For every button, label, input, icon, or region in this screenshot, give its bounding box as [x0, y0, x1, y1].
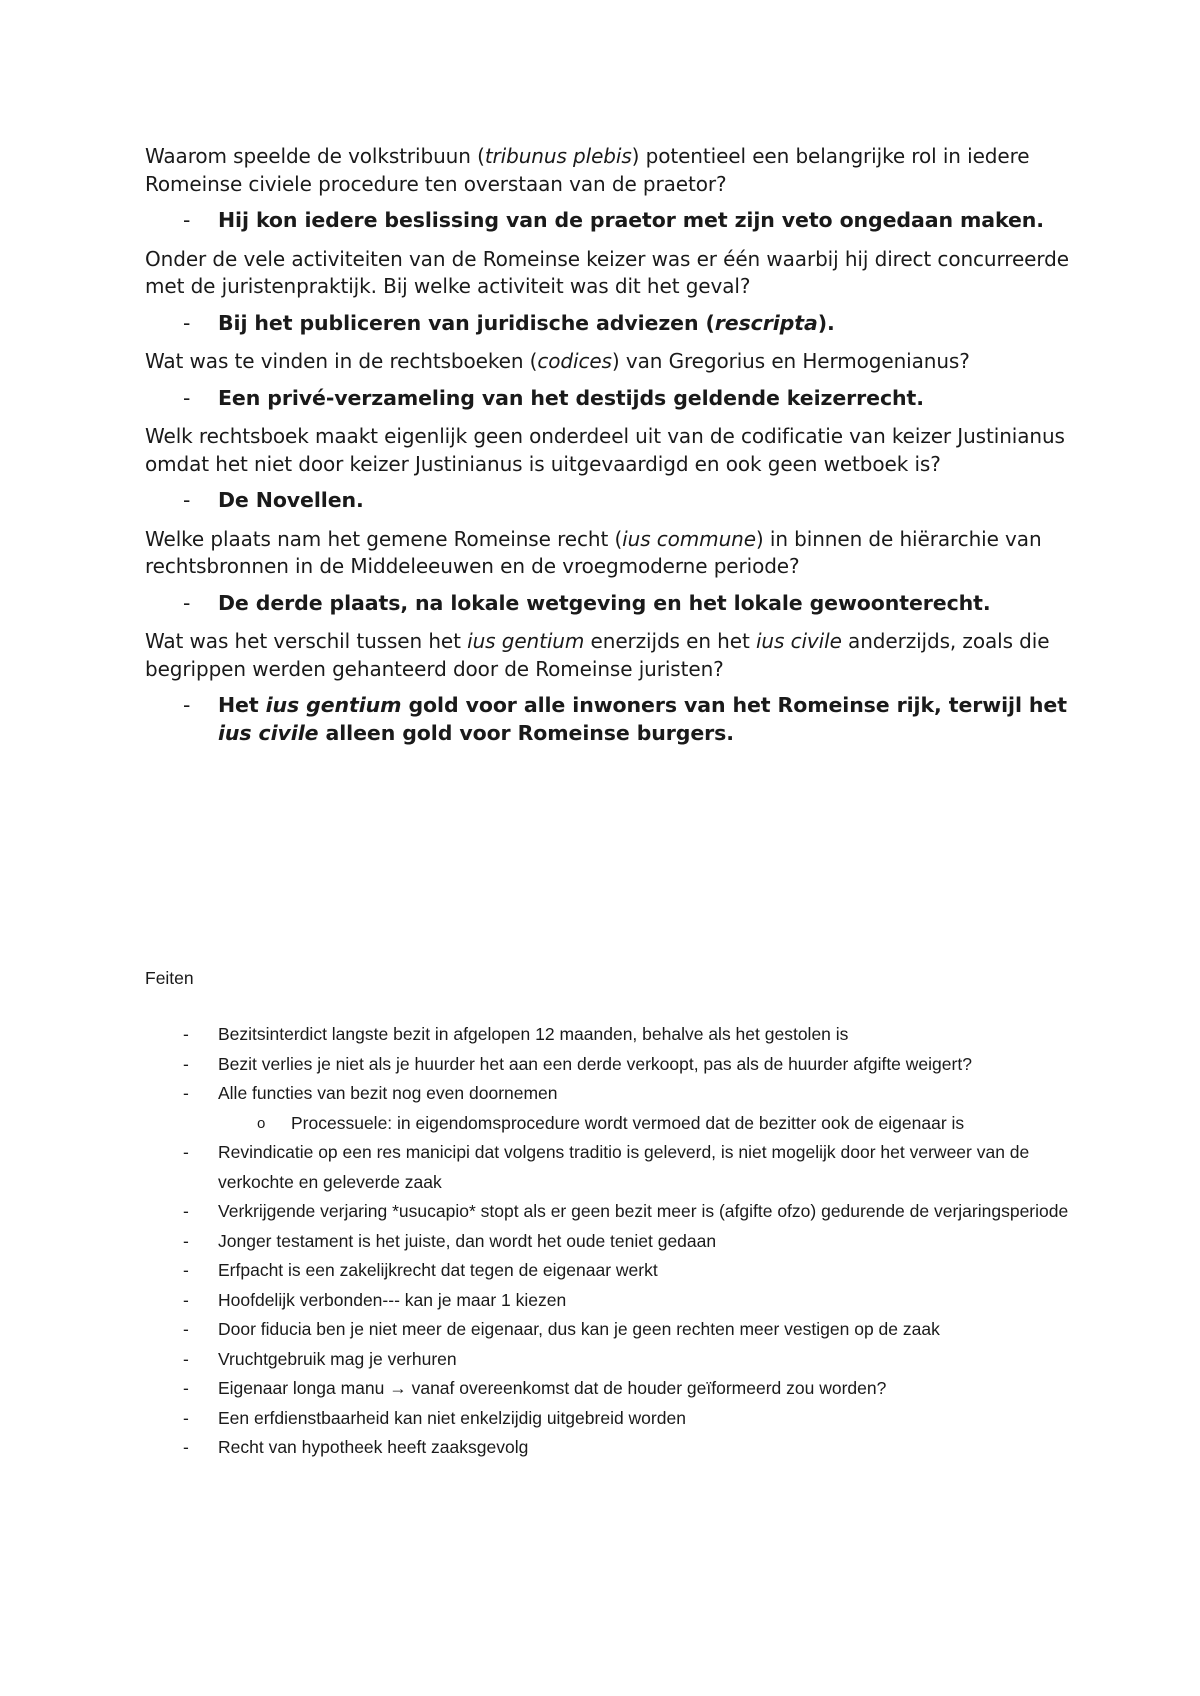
fact-text: Verkrijgende verjaring *usucapio* stopt als er geen bezit meer is (afgifte ofzo) gedurende de verjaringsperiode [218, 1201, 1069, 1221]
fact-item [145, 1433, 1095, 1463]
italic-term: ius civile [755, 629, 842, 653]
fact-item [145, 1256, 1095, 1286]
italic-term: ius civile [218, 720, 319, 745]
text-run: Welk rechtsboek maakt eigenlijk geen onderdeel uit van de codificatie van keizer Justinianus omdat het niet door keizer Justinianus is uitgevaardigd en ook geen wetboek is? [145, 424, 1065, 476]
dash-bullet: - [183, 590, 191, 615]
fact-text: Bezit verlies je niet als je huurder het aan een derde verkoopt, pas als de huurder afgifte weigert? [218, 1053, 972, 1074]
dash-bullet: - [183, 1260, 189, 1280]
question [145, 526, 1075, 581]
dash-bullet: - [183, 1142, 189, 1162]
dash-bullet: - [183, 693, 191, 717]
fact-item [145, 1374, 1095, 1404]
italic-term: rescripta [714, 310, 818, 335]
text-run: Bij het publiceren van juridische adviezen ( [218, 310, 715, 335]
fact-text: Revindicatie op een res manicipi dat volgens traditio is geleverd, is niet mogelijk door het verweer van de verkochte en geleverde zaak [218, 1142, 1030, 1192]
text-run: Wat was te vinden in de rechtsboeken ( [145, 349, 538, 373]
text-run: ) van Gregorius en Hermogenianus? [611, 349, 970, 373]
text-run: alleen gold voor Romeinse burgers. [318, 720, 734, 745]
fact-text: Bezitsinterdict langste bezit in afgelopen 12 maanden, behalve als het gestolen is [218, 1024, 849, 1044]
dash-bullet: - [183, 1201, 189, 1221]
dash-bullet: - [183, 1053, 189, 1074]
question [145, 143, 1075, 198]
dash-bullet: - [183, 1348, 189, 1369]
facts-list [145, 1020, 1095, 1463]
question [145, 423, 1075, 478]
text-run: ) in binnen de hiërarchie van rechtsbronnen in de Middeleeuwen en de vroegmoderne periode? [145, 526, 1042, 578]
answer [145, 487, 1075, 515]
dash-bullet: - [183, 1378, 189, 1398]
fact-text: Processuele: in eigendomsprocedure wordt vermoed dat de bezitter ook de eigenaar is [291, 1112, 965, 1133]
italic-term: tribunus plebis [484, 144, 632, 168]
text-run: Onder de vele activiteiten van de Romeinse keizer was er één waarbij hij direct concurreerde met de juristenpraktijk. Bij welke activiteit was dit het geval? [145, 246, 1069, 298]
fact-item [145, 1138, 1095, 1197]
fact-text: Een erfdienstbaarheid kan niet enkelzijdig uitgebreid worden [218, 1407, 686, 1428]
fact-item [145, 1315, 1095, 1345]
text-run: Welke plaats nam het gemene Romeinse recht ( [145, 526, 623, 551]
question [145, 628, 1075, 683]
italic-term: ius commune [622, 526, 756, 551]
facts-section [145, 967, 1095, 1463]
text-run: enerzijds en het [584, 629, 756, 653]
dash-bullet: - [183, 1407, 189, 1428]
fact-item [145, 1227, 1095, 1257]
question [145, 246, 1075, 301]
fact-text: Recht van hypotheek heeft zaaksgevolg [218, 1437, 529, 1457]
answer [145, 207, 1075, 235]
fact-text: Alle functies van bezit nog even doornemen [218, 1083, 558, 1103]
fact-item [145, 1050, 1095, 1080]
text-run: gold voor alle inwoners van het Romeinse rijk, terwijl het [401, 693, 1067, 717]
fact-text: Vruchtgebruik mag je verhuren [218, 1348, 457, 1369]
question [145, 348, 1075, 376]
text-run: Het [218, 693, 266, 717]
fact-item [145, 1345, 1095, 1375]
dash-bullet: - [183, 1024, 189, 1044]
sub-bullet: o [257, 1114, 266, 1132]
fact-text: Jonger testament is het juiste, dan wordt het oude teniet gedaan [218, 1230, 717, 1251]
fact-item [145, 1109, 1095, 1139]
text-run: Waarom speelde de volkstribuun ( [145, 144, 485, 168]
dash-bullet: - [183, 1230, 189, 1251]
text-run: ) potentieel een belangrijke rol in iedere Romeinse civiele procedure ten overstaan van de praetor? [145, 144, 1030, 196]
fact-text: Eigenaar longa manu → vanaf overeenkomst dat de houder geïformeerd zou worden? [218, 1378, 887, 1398]
dash-bullet: - [183, 385, 191, 410]
answer [145, 310, 1075, 338]
dash-bullet: - [183, 1437, 189, 1457]
fact-item [145, 1079, 1095, 1109]
text-run: De derde plaats, na lokale wetgeving en het lokale gewoonterecht. [218, 590, 991, 615]
facts-title: Feiten [145, 968, 194, 988]
text-run: De Novellen. [218, 488, 364, 512]
italic-term: ius gentium [467, 629, 585, 653]
answer [145, 590, 1075, 618]
answer [145, 692, 1075, 747]
text-run: anderzijds, zoals die begrippen werden gehanteerd door de Romeinse juristen? [145, 629, 1050, 681]
text-run: ). [817, 310, 835, 335]
italic-term: codices [537, 349, 612, 373]
fact-text: Door fiducia ben je niet meer de eigenaar, dus kan je geen rechten meer vestigen op de zaak [218, 1319, 940, 1339]
fact-item [145, 1020, 1095, 1050]
fact-text: Hoofdelijk verbonden--- kan je maar 1 kiezen [218, 1289, 567, 1310]
answer [145, 385, 1075, 413]
text-run: Een privé-verzameling van het destijds geldende keizerrecht. [218, 385, 924, 410]
dash-bullet: - [183, 1319, 189, 1339]
text-run: Hij kon iedere beslissing van de praetor met zijn veto ongedaan maken. [218, 208, 1044, 232]
italic-term: ius gentium [265, 693, 402, 717]
fact-item [145, 1286, 1095, 1316]
dash-bullet: - [183, 488, 191, 512]
text-run: Wat was het verschil tussen het [145, 629, 468, 653]
fact-item [145, 1404, 1095, 1434]
qa-section [145, 143, 1075, 758]
dash-bullet: - [183, 310, 191, 335]
fact-item [145, 1197, 1095, 1227]
dash-bullet: - [183, 1289, 189, 1310]
fact-text: Erfpacht is een zakelijkrecht dat tegen de eigenaar werkt [218, 1260, 658, 1280]
dash-bullet: - [183, 1083, 189, 1103]
dash-bullet: - [183, 208, 191, 232]
